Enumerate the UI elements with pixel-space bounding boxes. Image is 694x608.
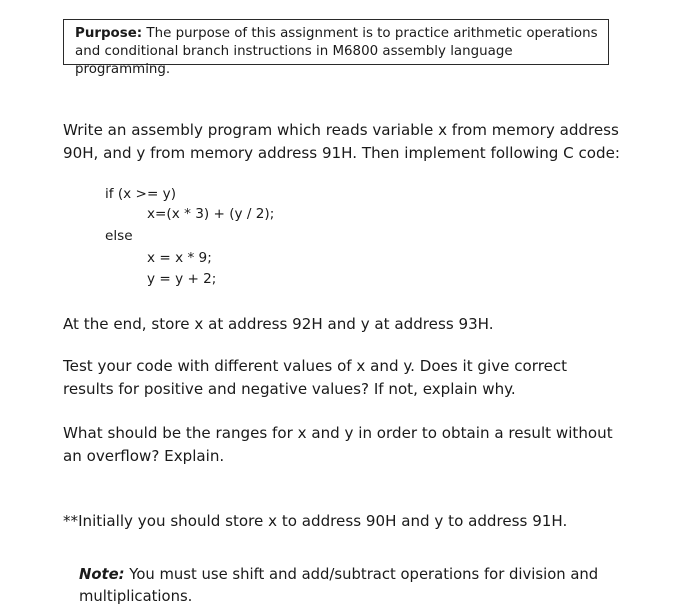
note-paragraph (79, 564, 679, 608)
initial-paragraph: **Initially you should store x to address 90H and y to address 91H. (63, 512, 568, 530)
purpose-box (63, 19, 609, 77)
store-paragraph: At the end, store x at address 92H and y at address 93H. (63, 315, 494, 333)
intro-paragraph: Write an assembly program which reads variable x from memory address 90H, and y from memory address 91H. Then implement following C code: (63, 121, 620, 162)
note-text-1: You must use shift and add/subtract operations for division and (124, 566, 599, 583)
note-label: Note: (79, 566, 125, 583)
range-paragraph: What should be the ranges for x and y in order to obtain a result without an overflow? Explain. (63, 424, 613, 465)
purpose-label: Purpose: (75, 26, 143, 41)
note-line-1 (79, 564, 679, 586)
note-line-2: multiplications. (79, 588, 193, 605)
code-else-body-1: x = x * 9; (147, 250, 212, 266)
test-paragraph: Test your code with different values of x and y. Does it give correct results for positive and negative values? If not, explain why. (63, 357, 568, 398)
code-else-line: else (105, 228, 133, 244)
code-else-body-2: y = y + 2; (147, 271, 217, 287)
purpose-line-2: and conditional branch instructions in M6800 assembly language programming. (75, 44, 513, 77)
code-if-body: x=(x * 3) + (y / 2); (147, 206, 275, 222)
purpose-text-1: The purpose of this assignment is to practice arithmetic operations (142, 26, 598, 41)
code-if-line: if (x >= y) (105, 186, 177, 202)
purpose-line-1 (75, 25, 608, 43)
